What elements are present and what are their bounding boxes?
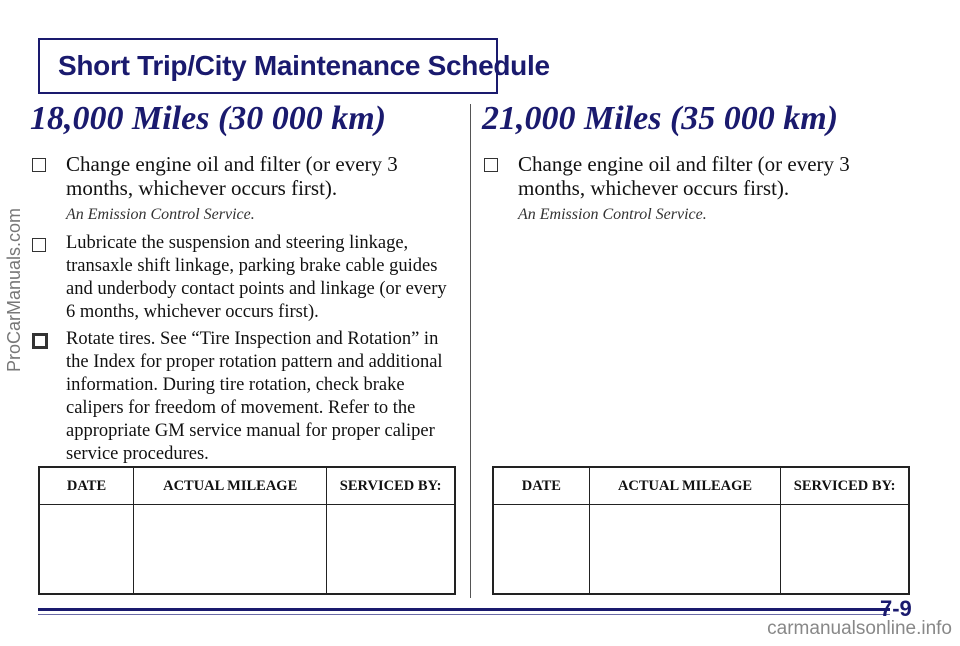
mileage-header: ACTUAL MILEAGE: [589, 467, 781, 505]
serviced-by-header: SERVICED BY:: [781, 467, 909, 505]
table-header-row: [39, 467, 455, 505]
section-header: [38, 38, 550, 94]
serviced-by-cell[interactable]: [327, 505, 455, 595]
bottom-watermark: carmanualsonline.info: [767, 618, 952, 639]
item-text: Change engine oil and filter (or every 3 months, whichever occurs first).: [518, 152, 850, 200]
item-text: Lubricate the suspension and steering linkage, transaxle shift linkage, parking brake cable guides and underbody contact points and linkage (or every 6 months, whichever occurs first).: [66, 233, 447, 322]
checkbox[interactable]: [484, 158, 498, 172]
item-text: Rotate tires. See “Tire Inspection and Rotation” in the Index for proper rotation pattern and additional information. During tire rotation, check brake calipers for freedom of movement. Refer to the appropriate GM service manual for proper caliper service procedures.: [66, 329, 443, 464]
date-cell[interactable]: [39, 505, 134, 595]
left-service-log-table: [38, 466, 456, 595]
item-note: An Emission Control Service.: [66, 206, 255, 223]
right-heading: 21,000 Miles (35 000 km): [482, 100, 839, 137]
left-column: [30, 100, 460, 470]
footer-rule-thin: [38, 614, 890, 615]
checklist-item: [482, 152, 922, 200]
date-cell[interactable]: [493, 505, 589, 595]
item-note: An Emission Control Service.: [518, 206, 707, 223]
mileage-cell[interactable]: [589, 505, 781, 595]
serviced-by-header: SERVICED BY:: [327, 467, 455, 505]
mileage-header: ACTUAL MILEAGE: [134, 467, 327, 505]
checkbox[interactable]: [32, 238, 46, 252]
table-row: [39, 505, 455, 595]
checkbox[interactable]: [32, 333, 48, 349]
checklist-item: [30, 152, 460, 200]
serviced-by-cell[interactable]: [781, 505, 909, 595]
checklist-item: [30, 328, 460, 466]
side-watermark: ProCarManuals.com: [4, 207, 24, 373]
column-divider: [470, 104, 471, 598]
table-row: [493, 505, 909, 595]
checklist-item: [30, 232, 460, 324]
footer-rule: [38, 608, 890, 611]
date-header: DATE: [493, 467, 589, 505]
right-column: [482, 100, 922, 232]
table-header-row: [493, 467, 909, 505]
item-text: Change engine oil and filter (or every 3 months, whichever occurs first).: [66, 152, 398, 200]
left-heading: 18,000 Miles (30 000 km): [30, 100, 387, 137]
page-number: 7-9: [880, 596, 912, 621]
checkbox[interactable]: [32, 158, 46, 172]
right-service-log-table: [492, 466, 910, 595]
mileage-cell[interactable]: [134, 505, 327, 595]
date-header: DATE: [39, 467, 134, 505]
page-title: Short Trip/City Maintenance Schedule: [58, 50, 550, 81]
